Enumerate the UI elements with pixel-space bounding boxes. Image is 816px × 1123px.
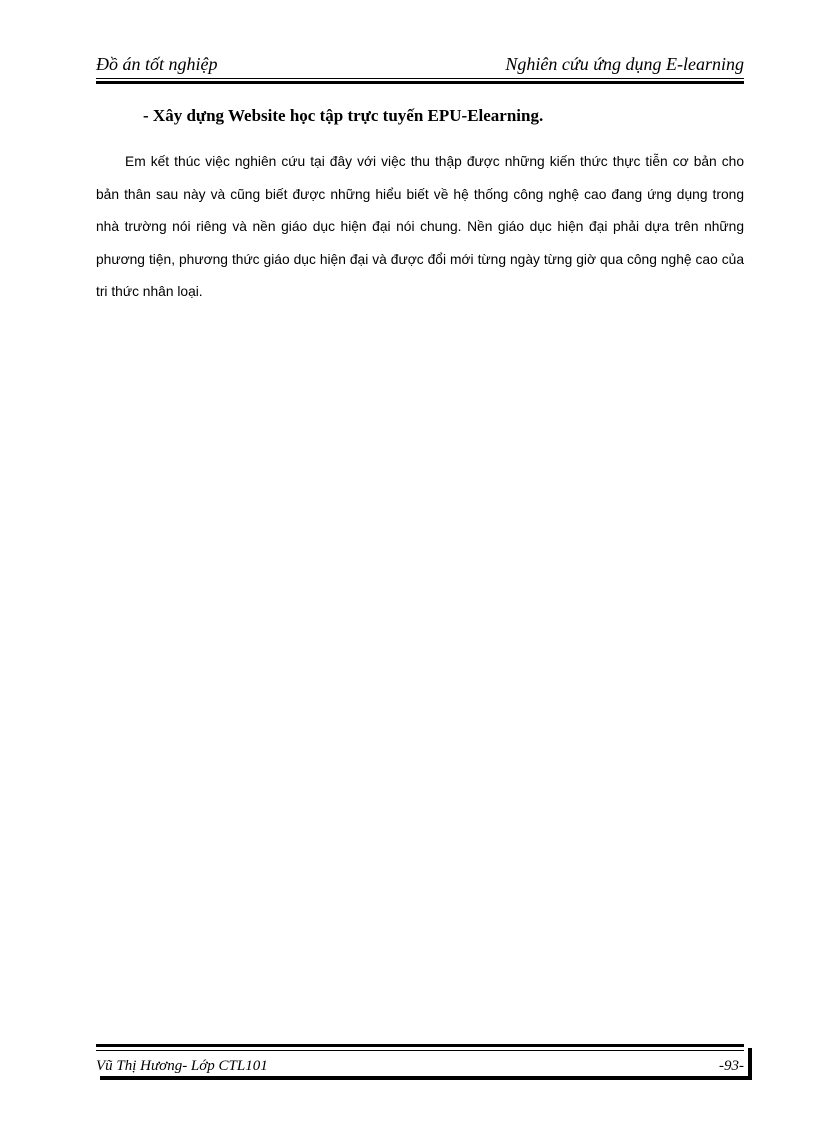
header-document-topic: Nghiên cứu ứng dụng E-learning [505, 54, 744, 74]
header-rule-thick [96, 81, 744, 84]
page-number: -93- [719, 1058, 744, 1074]
header-rule-thin [96, 78, 744, 79]
footer-shadow-right [748, 1048, 752, 1076]
footer-shadow-bottom [100, 1076, 752, 1080]
section-heading: - Xây dựng Website học tập trực tuyến EPU-Elearning. [143, 106, 544, 125]
footer-rule-thick [96, 1044, 744, 1047]
footer-author: Vũ Thị Hương- Lớp CTL101 [96, 1058, 268, 1074]
body-paragraph: Em kết thúc việc nghiên cứu tại đây với việc thu thập được những kiến thức thực tiễn cơ bản cho bản thân sau này và cũng biết được những hiểu biết về hệ thống công nghệ cao đang ứng dụng trong nhà trường nói riêng và nền giáo dục hiện đại nói chung. Nền giáo dục hiện đại phải dựa trên những phương tiện, phương thức giáo dục hiện đại và được đổi mới từng ngày từng giờ qua công nghệ cao của tri thức nhân loại. [96, 154, 744, 299]
footer-rule-thin [96, 1050, 744, 1051]
header-document-type: Đồ án tốt nghiệp [96, 54, 218, 74]
